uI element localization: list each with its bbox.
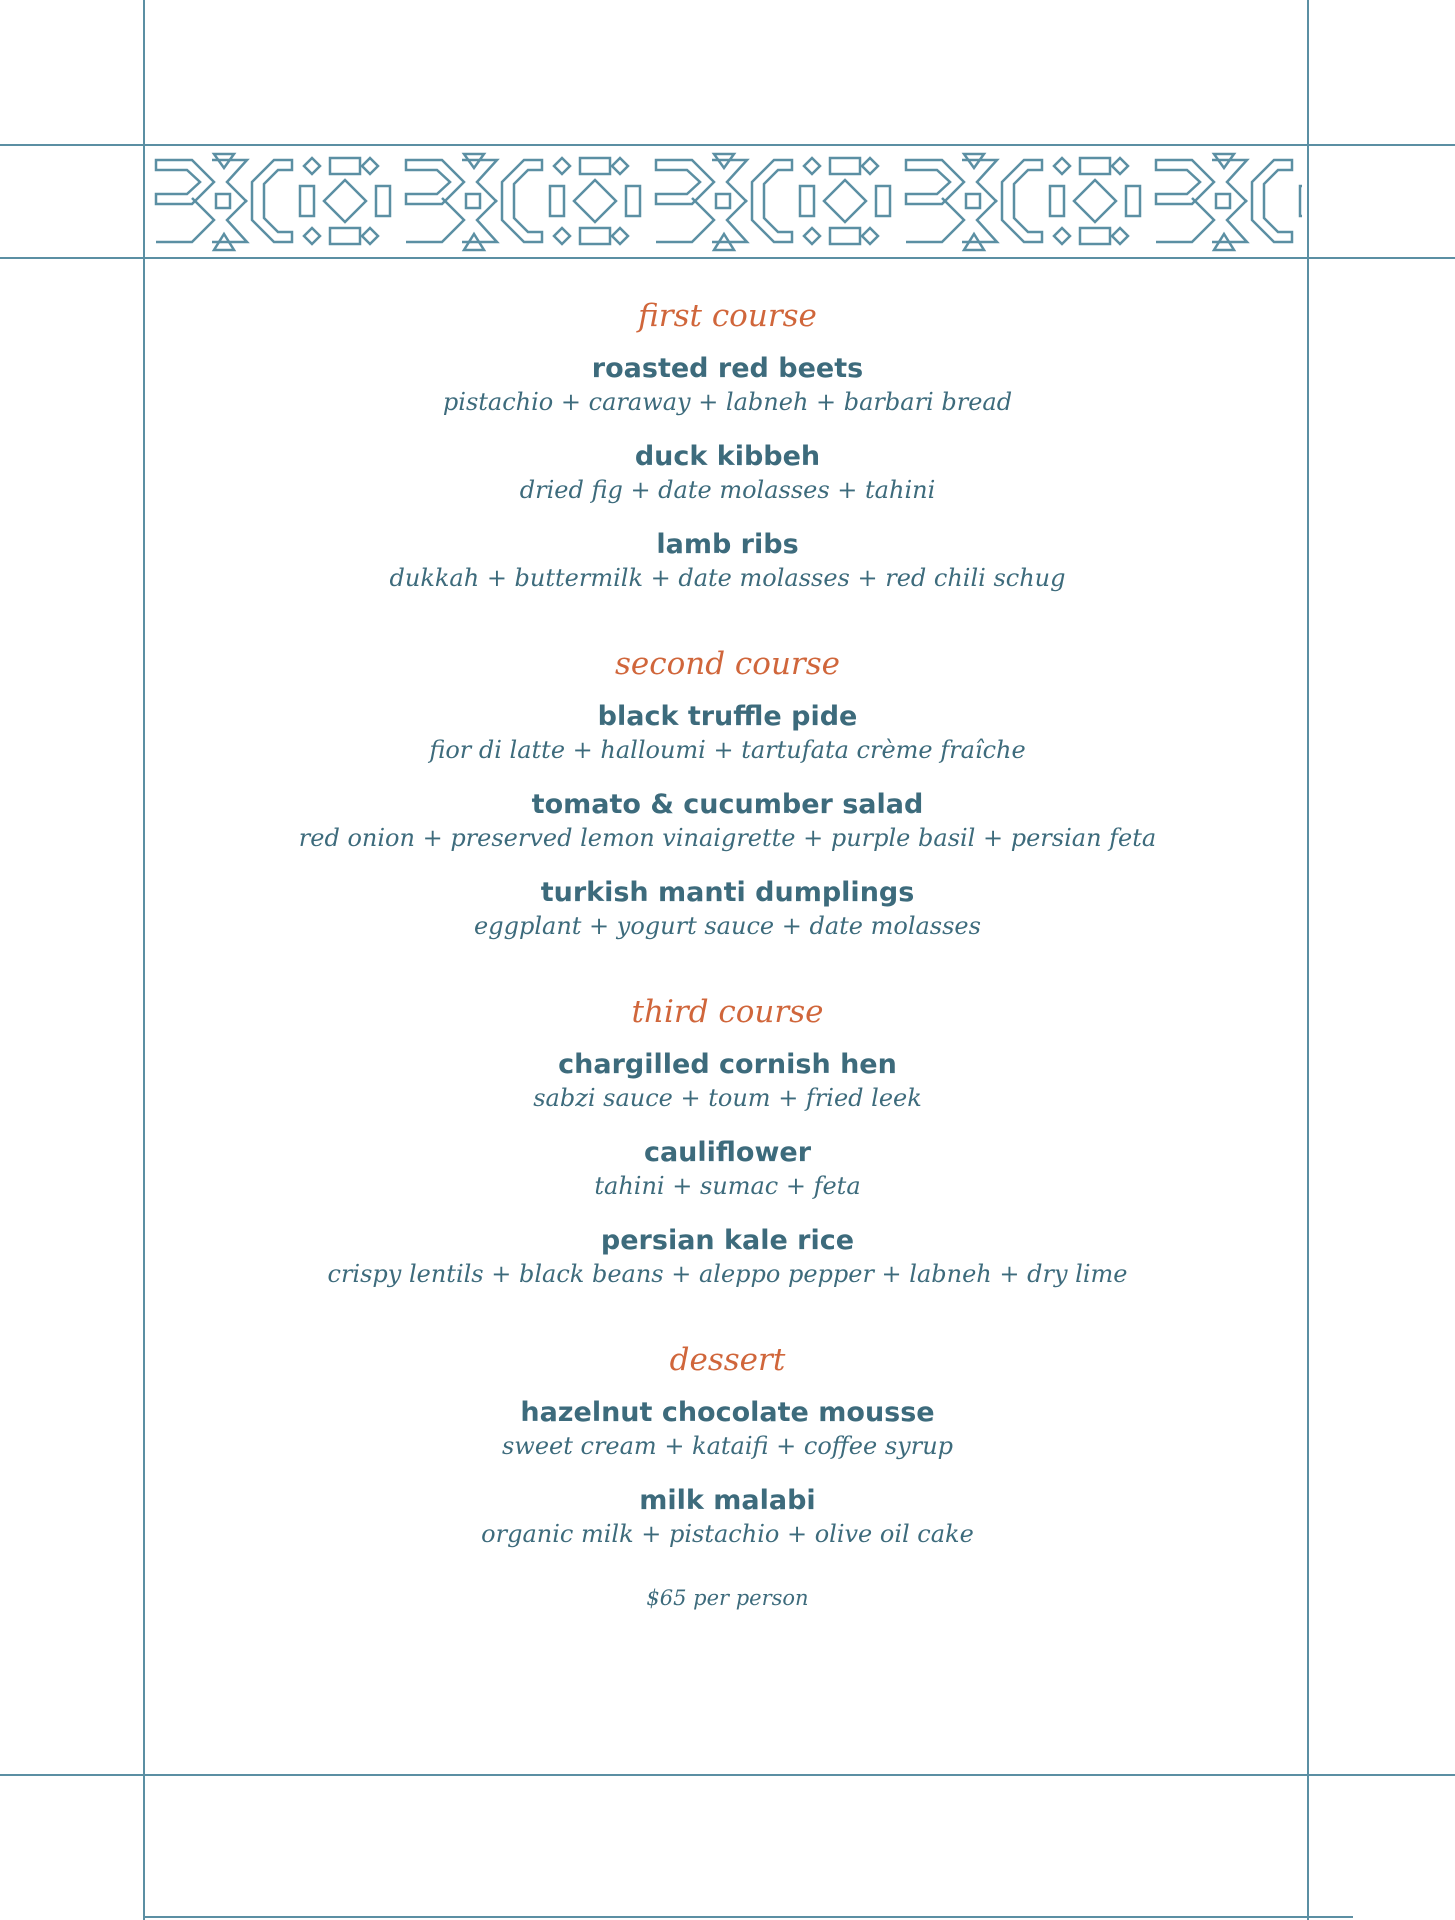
- dish-name: milk malabi: [639, 1485, 816, 1516]
- dish-item: [145, 788, 1310, 854]
- dish-description: tahini + sumac + feta: [594, 1172, 861, 1200]
- course-title: first course: [638, 298, 817, 334]
- dish-item: [145, 876, 1310, 942]
- dish-description: dukkah + buttermilk + date molasses + red chili schug: [389, 564, 1066, 592]
- dish-description: crispy lentils + black beans + aleppo pepper + labneh + dry lime: [327, 1260, 1128, 1288]
- dish-description: organic milk + pistachio + olive oil cake: [481, 1520, 974, 1548]
- dish-name: duck kibbeh: [634, 441, 821, 472]
- dish-item: [145, 1484, 1310, 1550]
- dish-name: persian kale rice: [600, 1225, 855, 1256]
- dish-name: hazelnut chocolate mousse: [520, 1397, 935, 1428]
- dish-name: cauliflower: [643, 1137, 812, 1168]
- dish-item: [145, 1396, 1310, 1462]
- dish-item: [145, 528, 1310, 594]
- course-dessert: [145, 1340, 1310, 1550]
- course-third: [145, 992, 1310, 1290]
- dish-description: sabzi sauce + toum + fried leek: [533, 1084, 922, 1112]
- dish-item: [145, 1224, 1310, 1290]
- course-first: [145, 296, 1310, 594]
- bottom-rule-upper: [0, 1774, 1455, 1776]
- menu-body: [145, 296, 1310, 1612]
- price-per-person: $65 per person: [646, 1586, 809, 1610]
- dish-description: red onion + preserved lemon vinaigrette + purple basil + persian feta: [298, 824, 1157, 852]
- bottom-rule-lower: [143, 1916, 1353, 1918]
- course-title: second course: [614, 646, 840, 682]
- dish-name: turkish manti dumplings: [540, 877, 915, 908]
- dish-description: pistachio + caraway + labneh + barbari bread: [442, 388, 1013, 416]
- dish-name: tomato & cucumber salad: [531, 789, 924, 820]
- course-second: [145, 644, 1310, 942]
- geometric-pattern-band-icon: [152, 146, 1302, 256]
- dish-item: [145, 352, 1310, 418]
- dish-name: roasted red beets: [591, 353, 864, 384]
- course-title: third course: [631, 994, 824, 1030]
- dish-description: dried fig + date molasses + tahini: [519, 476, 936, 504]
- dish-description: eggplant + yogurt sauce + date molasses: [474, 912, 981, 940]
- dish-item: [145, 1136, 1310, 1202]
- dish-item: [145, 1048, 1310, 1114]
- dish-item: [145, 700, 1310, 766]
- top-band-rule-lower: [0, 257, 1455, 259]
- dish-item: [145, 440, 1310, 506]
- dish-description: sweet cream + kataifi + coffee syrup: [501, 1432, 954, 1460]
- dish-name: black truffle pide: [597, 701, 858, 732]
- course-title: dessert: [669, 1342, 786, 1378]
- dish-description: fior di latte + halloumi + tartufata crème fraîche: [429, 736, 1026, 764]
- dish-name: chargilled cornish hen: [558, 1049, 897, 1080]
- dish-name: lamb ribs: [656, 529, 799, 560]
